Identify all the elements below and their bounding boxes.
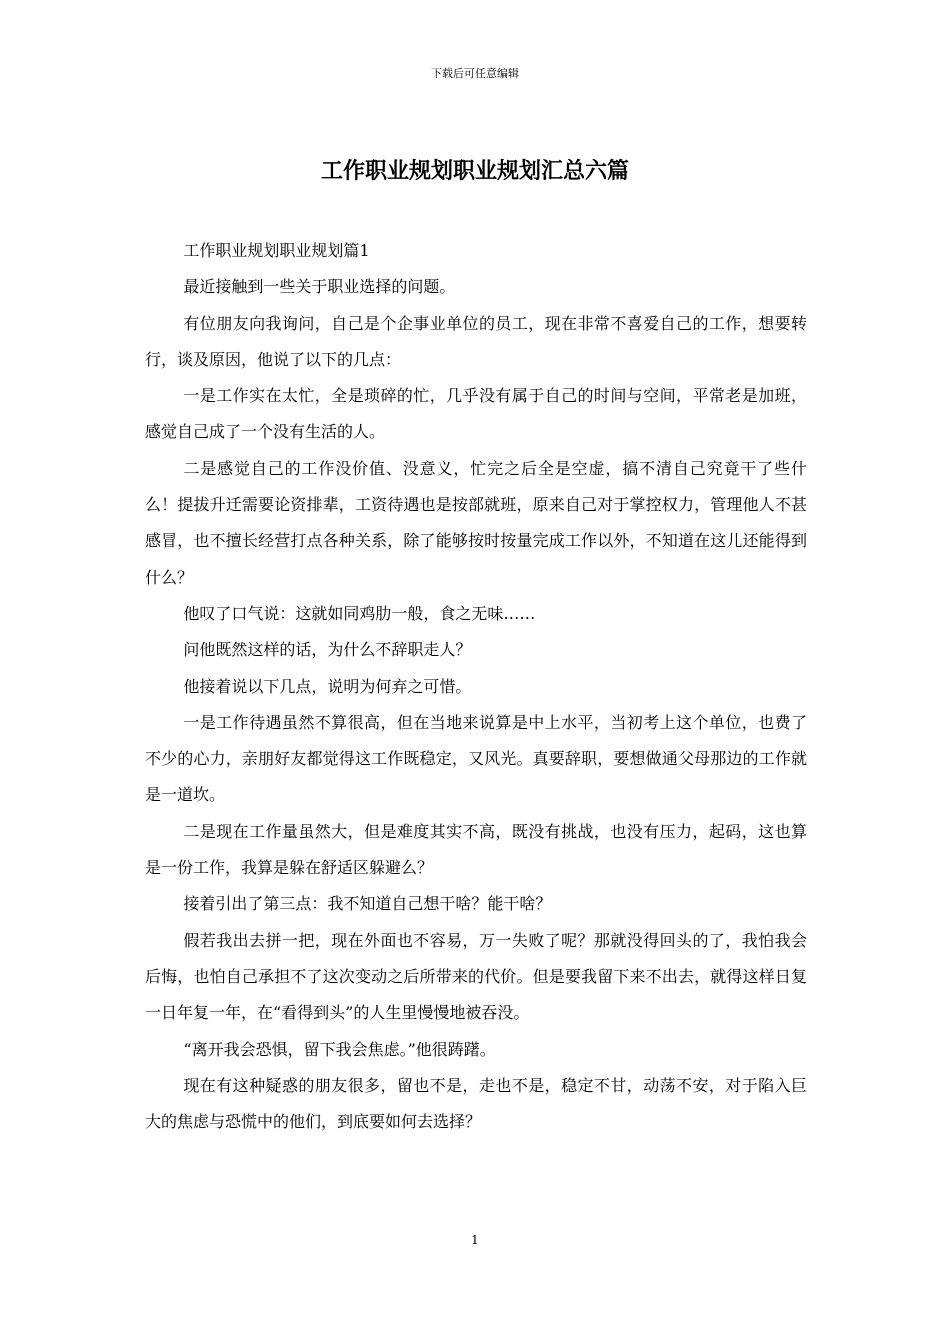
document-body xyxy=(145,233,807,1140)
paragraph: 最近接触到一些关于职业选择的问题。 xyxy=(183,277,456,297)
section-heading: 工作职业规划职业规划篇1 xyxy=(183,241,370,260)
paragraph: 有位朋友向我询问，自己是个企事业单位的员工，现在非常不喜爱自己的工作，想要转行，谈及原因，他说了以下的几点： xyxy=(145,313,807,369)
paragraph: “离开我会恐惧，留下我会焦虑。”他很踌躇。 xyxy=(183,1039,496,1059)
header-note: 下载后可任意编辑 xyxy=(431,67,519,80)
paragraph: 二是感觉自己的工作没价值、没意义，忙完之后全是空虚，搞不清自己究竟干了些什么！提拔升迁需要论资排辈，工资待遇也是按部就班，原来自己对于掌控权力，管理他人不甚感冒，也不擅长经营打点各种关系，除了能够按时按量完成工作以外，不知道在这儿还能得到什么？ xyxy=(145,458,807,587)
paragraph: 二是现在工作量虽然大，但是难度其实不高，既没有挑战，也没有压力，起码，这也算是一份工作，我算是躲在舒适区躲避么？ xyxy=(145,821,807,878)
paragraph: 一是工作实在太忙，全是琐碎的忙，几乎没有属于自己的时间与空间，平常老是加班，感觉自己成了一个没有生活的人。 xyxy=(145,386,807,442)
paragraph: 他叹了口气说：这就如同鸡肋一般，食之无味…… xyxy=(183,603,536,623)
paragraph: 现在有这种疑惑的朋友很多，留也不是，走也不是，稳定不甘，动荡不安，对于陷入巨大的焦虑与恐慌中的他们，到底要如何去选择？ xyxy=(145,1075,807,1132)
paragraph: 接着引出了第三点：我不知道自己想干啥？能干啥？ xyxy=(183,894,552,914)
paragraph: 一是工作待遇虽然不算很高，但在当地来说算是中上水平，当初考上这个单位，也费了不少的心力，亲朋好友都觉得这工作既稳定，又风光。真要辞职，要想做通父母那边的工作就是一道坎。 xyxy=(145,712,807,805)
page-number: 1 xyxy=(471,1233,479,1247)
paragraph: 假若我出去拼一把，现在外面也不容易，万一失败了呢？那就没得回头的了，我怕我会后悔，也怕自己承担不了这次变动之后所带来的代价。但是要我留下来不出去，就得这样日复一日年复一年，在“看得到头”的人生里慢慢地被吞没。 xyxy=(145,930,807,1023)
document-title: 工作职业规划职业规划汇总六篇 xyxy=(320,158,629,184)
paragraph: 问他既然这样的话，为什么不辞职走人？ xyxy=(183,640,472,660)
paragraph: 他接着说以下几点，说明为何弃之可惜。 xyxy=(183,676,472,696)
